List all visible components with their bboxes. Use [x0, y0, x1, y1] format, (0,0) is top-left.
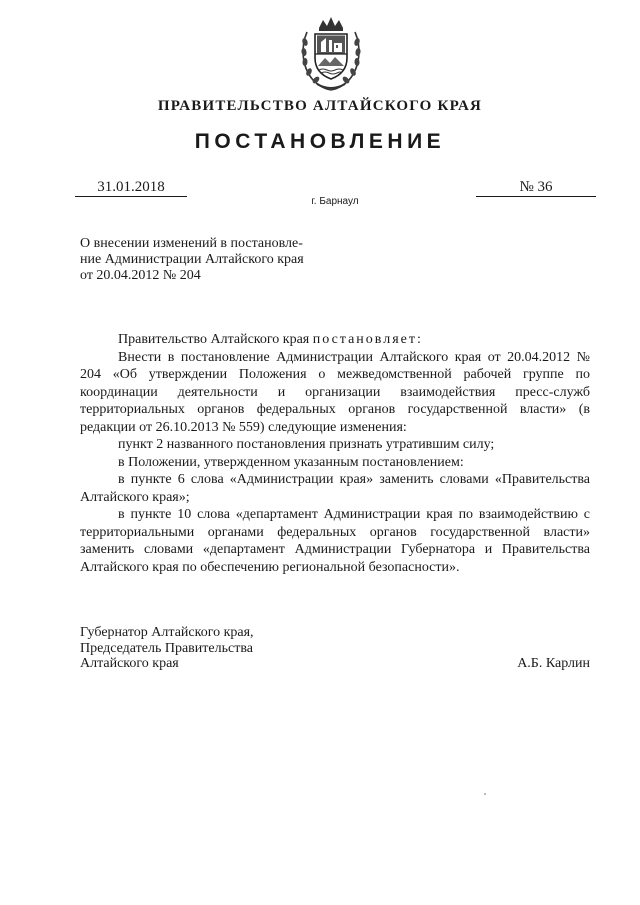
document-date: 31.01.2018 — [75, 178, 187, 197]
resolution-verb: постановляет — [312, 332, 417, 347]
subject-line: ние Администрации Алтайского края — [80, 252, 304, 267]
signatory-position — [80, 625, 254, 672]
signatory-position-line: Губернатор Алтайского края, — [80, 625, 254, 640]
document-city: г. Барнаул — [311, 196, 359, 207]
body-paragraph: в пункте 10 слова «департамент Администрации края по взаимодействию с территориальными органами федеральных органов государственной власти» заменить словами «департамент Администрации Губернатора и Правительства Алтайского края по обеспечению региональной безопасности». — [80, 507, 590, 575]
resolution-lead: Правительство Алтайского края — [118, 332, 313, 347]
signatory-position-line: Председатель Правительства — [80, 640, 253, 656]
body-paragraph: в Положении, утвержденном указанным постановлением: — [118, 454, 464, 470]
signatory-name: А.Б. Карлин — [517, 656, 590, 671]
altai-coat-of-arms-icon — [297, 14, 365, 94]
subject-line: от 20.04.2012 № 204 — [80, 268, 201, 283]
body-paragraph-resolution — [80, 331, 590, 349]
signatory-position-line: Алтайского края — [80, 656, 179, 671]
body-paragraph: пункт 2 названного постановления признать утратившим силу; — [118, 437, 495, 452]
scan-speck — [484, 793, 486, 795]
document-type: ПОСТАНОВЛЕНИЕ — [194, 130, 446, 153]
document-number: № 36 — [476, 178, 596, 197]
body-paragraph: Внести в постановление Администрации Алтайского края от 20.04.2012 № 204 «Об утверждении Положения о межведомственной рабочей группе по координации деятельности и организации взаимодействия пресс-служб территориальных органов федеральных органов государственной власти» (в редакции от 26.10.2013 № 559) следующие изменения: — [80, 349, 590, 435]
body-paragraph: в пункте 6 слова «Администрации края» заменить словами «Правительства Алтайского края»; — [80, 472, 590, 505]
document-subject — [80, 236, 370, 284]
document-body — [80, 331, 590, 576]
subject-line: О внесении изменений в постановле- — [80, 236, 303, 251]
government-title: ПРАВИТЕЛЬСТВО АЛТАЙСКОГО КРАЯ — [157, 98, 483, 114]
resolution-tail: : — [416, 332, 421, 347]
